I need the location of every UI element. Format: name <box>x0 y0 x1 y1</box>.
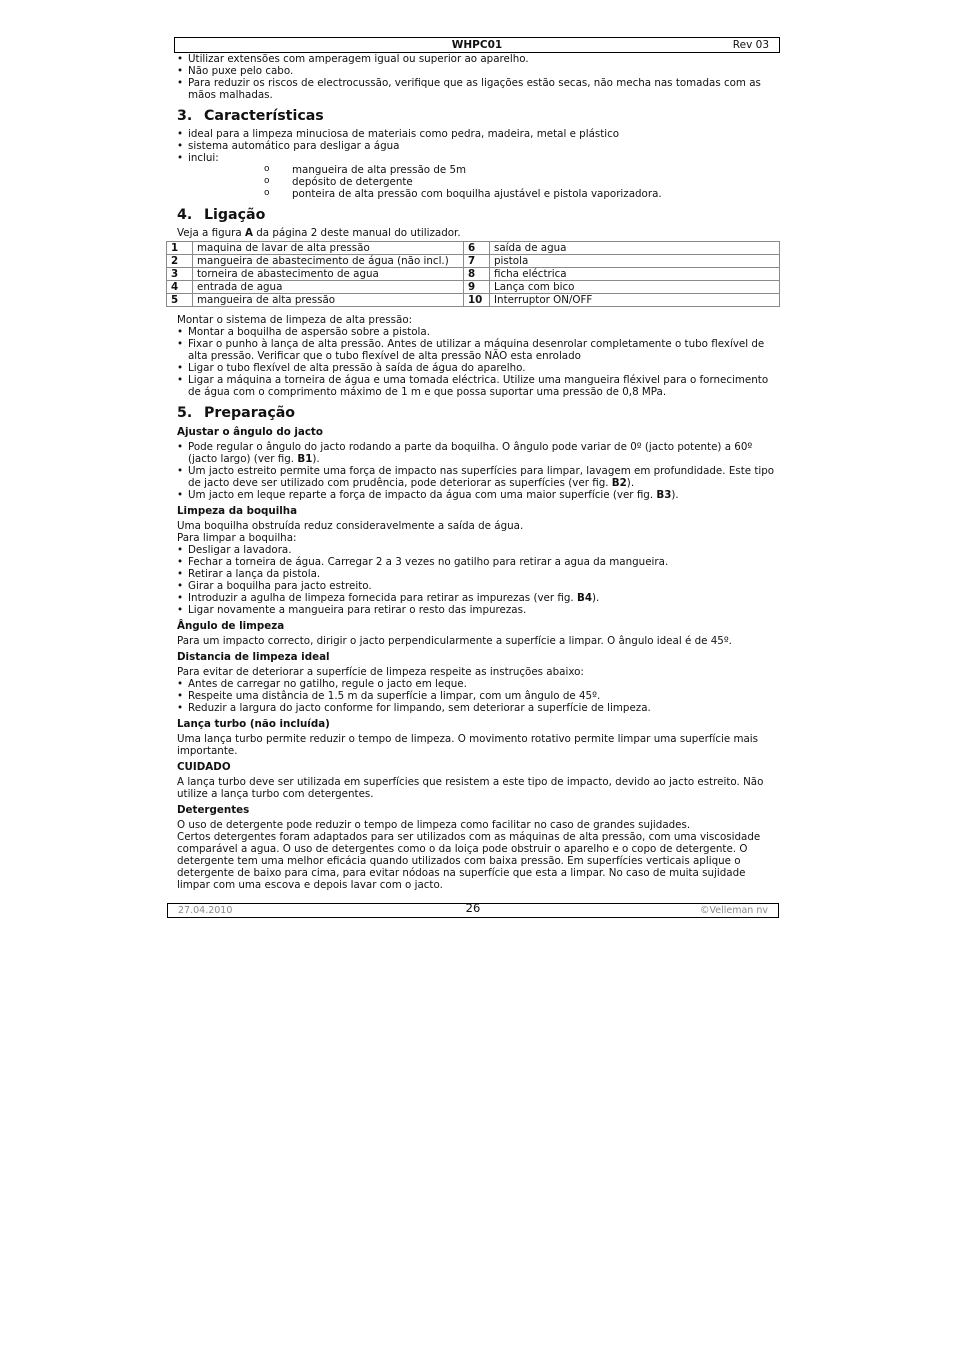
section-number: 5. <box>177 405 193 421</box>
table-row <box>167 294 780 307</box>
list-item: • ideal para a limpeza minuciosa de materiais como pedra, madeira, metal e plástico <box>177 128 779 140</box>
table-cell: 2 <box>167 255 193 268</box>
assembly-intro: Montar o sistema de limpeza de alta pressão: <box>177 314 413 326</box>
text-run: da página 2 deste manual do utilizador. <box>252 227 461 239</box>
figure-label: A <box>244 227 253 239</box>
page-content <box>171 53 779 891</box>
table-cell: mangueira de abastecimento de água (não incl.) <box>193 255 464 268</box>
section-title: Características <box>204 108 324 124</box>
subheading-turbo-lance: Lança turbo (não incluída) <box>177 718 330 730</box>
text-run: ). <box>626 477 635 489</box>
table-cell: 10 <box>464 294 490 307</box>
list-item: • inclui: <box>177 152 779 164</box>
list-item: • Não puxe pelo cabo. <box>177 65 779 77</box>
list-item: • Ligar a máquina a torneira de água e uma tomada eléctrica. Utilize uma mangueira fléxivel para o fornecimento de água com o comprimento máximo de 1 m e que possa suportar uma pressão de 0,8 MPa. <box>177 374 779 398</box>
text-run: Um jacto estreito permite uma força de impacto nas superfícies para limpar, lavagem em profundidade. Este tipo de jacto deve ser utilizado com prudência, pode deteriorar as superfícies (ver fig. <box>188 465 775 489</box>
section-3-heading <box>177 108 779 125</box>
list-item <box>177 489 779 501</box>
text-run: ). <box>312 453 320 465</box>
header-model: WHPC01 <box>451 39 503 51</box>
table-cell: ficha eléctrica <box>490 268 780 281</box>
jet-angle-list <box>177 441 779 501</box>
table-cell: entrada de agua <box>193 281 464 294</box>
list-item: • Ligar novamente a mangueira para retirar o resto das impurezas. <box>177 604 779 616</box>
section-title: Ligação <box>204 207 266 223</box>
paragraph: Certos detergentes foram adaptados para ser utilizados com as máquinas de alta pressão, com uma viscosidade comparável a agua. O uso de detergentes como o da loiça pode obstruir o aparelho e o copo de detergente. O detergente tem uma melhor eficácia quando utilizados com baixa pressão. Em superfícies verticais aplique o detergente de baixo para cima, para evitar nódoas na superfície que esta a limpar. No caso de muita sujidade limpar com uma escova e depois lavar com o jacto. <box>177 831 761 891</box>
figure-label: B3 <box>656 489 672 501</box>
subheading-detergents: Detergentes <box>177 804 250 816</box>
section-5-heading <box>177 405 779 422</box>
figure-label: B4 <box>576 592 592 604</box>
list-item: • Girar a boquilha para jacto estreito. <box>177 580 779 592</box>
figure-reference <box>177 227 779 239</box>
text-run: Veja a figura <box>177 227 245 239</box>
list-item <box>177 441 779 465</box>
table-cell: 4 <box>167 281 193 294</box>
text-run: Pode regular o ângulo do jacto rodando a parte da boquilha. O ângulo pode variar de 0º (jacto potente) a 60º (jacto largo) (ver fig. <box>188 441 753 465</box>
list-item: • Para reduzir os riscos de electrocussão, verifique que as ligações estão secas, não mecha nas tomadas com as mãos malhadas. <box>177 77 779 101</box>
list-item: • Desligar a lavadora. <box>177 544 779 556</box>
table-cell: 6 <box>464 242 490 255</box>
table-cell: 3 <box>167 268 193 281</box>
table-cell: 1 <box>167 242 193 255</box>
list-item: • Antes de carregar no gatilho, regule o jacto em leque. <box>177 678 779 690</box>
table-cell: 9 <box>464 281 490 294</box>
list-item <box>177 465 779 489</box>
table-row <box>167 255 780 268</box>
paragraph: Uma lança turbo permite reduzir o tempo de limpeza. O movimento rotativo permite limpar uma superfície mais importante. <box>177 733 759 757</box>
list-item: • Retirar a lança da pistola. <box>177 568 779 580</box>
table-cell: Interruptor ON/OFF <box>490 294 780 307</box>
list-item: • Montar a boquilha de aspersão sobre a pistola. <box>177 326 779 338</box>
table-cell: 5 <box>167 294 193 307</box>
footer-copyright: ©Velleman nv <box>700 905 768 916</box>
table-cell: Lança com bico <box>490 281 780 294</box>
list-item: • Utilizar extensões com amperagem igual ou superior ao aparelho. <box>177 53 779 65</box>
section-number: 3. <box>177 108 193 124</box>
section-number: 4. <box>177 207 193 223</box>
header-revision: Rev 03 <box>732 39 769 51</box>
list-item: • Respeite uma distância de 1.5 m da superfície a limpar, com um ângulo de 45º. <box>177 690 779 702</box>
features-list <box>177 128 779 164</box>
subheading-caution: CUIDADO <box>177 761 231 773</box>
table-cell: saída de agua <box>490 242 780 255</box>
list-item: o ponteira de alta pressão com boquilha ajustável e pistola vaporizadora. <box>264 188 779 200</box>
table-cell: 8 <box>464 268 490 281</box>
list-item: • Fechar a torneira de água. Carregar 2 a 3 vezes no gatilho para retirar a agua da mangueira. <box>177 556 779 568</box>
table-row <box>167 242 780 255</box>
list-item: o depósito de detergente <box>264 176 779 188</box>
distance-steps-list <box>177 678 779 714</box>
subheading-jet-angle: Ajustar o ângulo do jacto <box>177 426 323 438</box>
figure-label: B2 <box>611 477 627 489</box>
table-cell: mangueira de alta pressão <box>193 294 464 307</box>
subheading-cleaning-angle: Ângulo de limpeza <box>177 620 285 632</box>
table-row <box>167 268 780 281</box>
subheading-cleaning-distance: Distancia de limpeza ideal <box>177 651 330 663</box>
parts-table <box>166 241 780 307</box>
page-footer <box>167 903 779 918</box>
text-run: Introduzir a agulha de limpeza fornecida para retirar as impurezas (ver fig. <box>188 592 577 604</box>
nozzle-steps-list <box>177 544 779 616</box>
paragraph: A lança turbo deve ser utilizada em superfícies que resistem a este tipo de impacto, devido ao jacto estreito. Não utilize a lança turbo com detergentes. <box>177 776 764 800</box>
figure-label: B1 <box>297 453 313 465</box>
list-item: o mangueira de alta pressão de 5m <box>264 164 779 176</box>
list-item: • Ligar o tubo flexível de alta pressão à saída de água do aparelho. <box>177 362 779 374</box>
section-title: Preparação <box>204 405 296 421</box>
list-item: • Fixar o punho à lança de alta pressão. Antes de utilizar a máquina desenrolar completamente o tubo flexível de alta pressão. Verificar que o tubo flexível de alta pressão NÃO esta enrolado <box>177 338 779 362</box>
assembly-steps-list <box>177 326 779 398</box>
paragraph: Para limpar a boquilha: <box>177 532 297 544</box>
paragraph: Para evitar de deteriorar a superfície de limpeza respeite as instruções abaixo: <box>177 666 584 678</box>
paragraph: Uma boquilha obstruída reduz consideravelmente a saída de água. <box>177 520 524 532</box>
list-item <box>177 592 779 604</box>
list-item: • sistema automático para desligar a água <box>177 140 779 152</box>
table-cell: pistola <box>490 255 780 268</box>
includes-list <box>264 164 779 200</box>
page-number: 26 <box>465 901 481 915</box>
text-run: Um jacto em leque reparte a força de impacto da água com uma maior superfície (ver fig. <box>188 489 657 501</box>
paragraph: Para um impacto correcto, dirigir o jacto perpendicularmente a superfície a limpar. O ângulo ideal é de 45º. <box>177 635 732 647</box>
intro-bullet-list <box>177 53 779 101</box>
table-cell: maquina de lavar de alta pressão <box>193 242 464 255</box>
table-row <box>167 281 780 294</box>
text-run: ). <box>591 592 600 604</box>
paragraph: O uso de detergente pode reduzir o tempo de limpeza como facilitar no caso de grandes sujidades. <box>177 819 691 831</box>
footer-date: 27.04.2010 <box>178 905 233 916</box>
table-cell: torneira de abastecimento de agua <box>193 268 464 281</box>
table-cell: 7 <box>464 255 490 268</box>
subheading-nozzle-cleaning: Limpeza da boquilha <box>177 505 298 517</box>
page-header <box>174 37 780 53</box>
section-4-heading <box>177 207 779 224</box>
list-item: • Reduzir a largura do jacto conforme for limpando, sem deteriorar a superfície de limpeza. <box>177 702 779 714</box>
text-run: ). <box>671 489 679 501</box>
